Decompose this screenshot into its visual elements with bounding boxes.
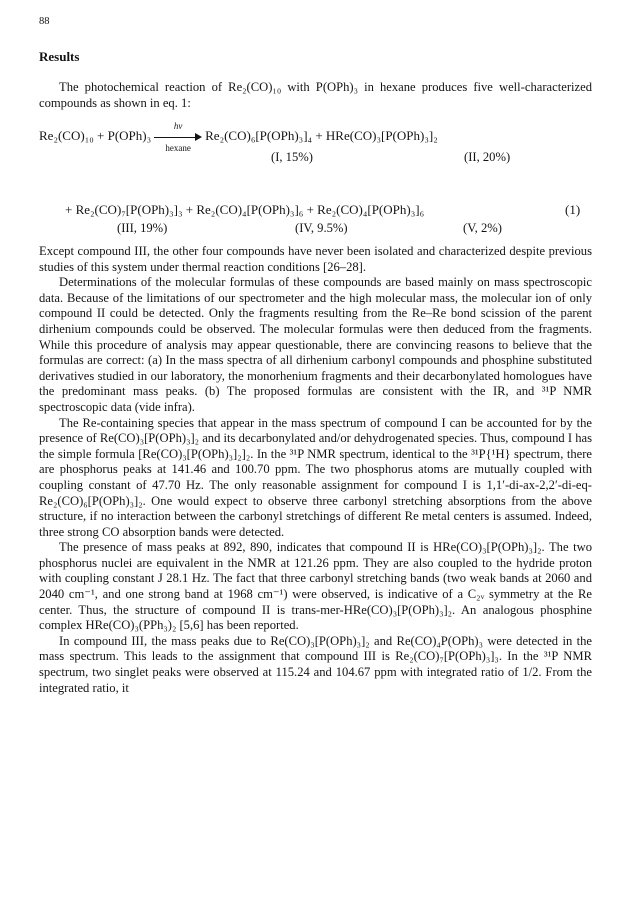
paragraph-4: The presence of mass peaks at 892, 890, indicates that compound II is HRe(CO)₃[P(OPh)₃]₂. The two phosphorus nuclei are equivalent in the NMR at 121.26 ppm. They are also coupled to the hydride proton with coupling constant J 28.1 Hz. The fact that three carbonyl stretching bands (two weak bands at 2060 and 2040 cm⁻¹, and one strong band at 1968 cm⁻¹) were observed, is indicative of a C₂ᵥ symmetry at the Re center. Thus, the structure of compound II is trans-mer-HRe(CO)₃[P(OPh)₃]₂. An analogous phosphine complex HRe(CO)₃(PPh₃)₂ [5,6] has been reported.: [39, 540, 592, 633]
label-compound-5: (V, 2%): [463, 221, 502, 235]
label-compound-2: (II, 20%): [464, 150, 511, 164]
label-compound-3: (III, 19%): [117, 221, 168, 235]
intro-text: The photochemical reaction of Re₂(CO)₁₀ with P(OPh)₃ in hexane produces five well-characterized compounds as shown in eq. 1:: [39, 80, 592, 110]
page: [39, 0, 592, 912]
section-title: Results: [39, 49, 80, 64]
equation-line-2: + Re₂(CO)₇[P(OPh)₃]₃ + Re₂(CO)₄[P(OPh)₃]₆ + Re₂(CO)₄[P(OPh)₃]₆: [65, 202, 425, 217]
equation-line-1: [39, 121, 438, 154]
paragraph-5: In compound III, the mass peaks due to Re(CO)₃[P(OPh)₃]₂ and Re(CO)₄P(OPh)₃ were detected in the mass spectrum. This leads to the assignment that compound III is Re₂(CO)₇[P(OPh)₃]₃. In the ³¹P NMR spectrum, two singlet peaks were observed at 115.24 and 104.67 ppm with integrated ratio of 1/2. From the integrated ratio, it: [39, 633, 592, 695]
product-2: HRe(CO)₃[P(OPh)₃]₂: [325, 128, 438, 143]
equation-number: (1): [565, 202, 581, 217]
reactants: Re₂(CO)₁₀ + P(OPh)₃: [39, 128, 152, 143]
body-text: [39, 244, 592, 696]
label-compound-4: (IV, 9.5%): [295, 221, 348, 235]
paragraph-3: The Re-containing species that appear in the mass spectrum of compound I can be accounted for by the presence of Re(CO)₃[P(OPh)₃]₂ and its decarbonylated and/or dehydrogenated species. Thus, compound I has the simple formula [Re(CO)₃[P(OPh)₃]₂]₂. In the ³¹P NMR spectrum, identical to the ³¹P{¹H} spectrum, there are phosphorus peaks at 141.46 and 100.70 ppm. The two phosphorus atoms are mutually coupled with coupling constant of 47.70 Hz. The only reasonable assignment for compound I is 1,1′-di-ax-2,2′-di-eq-Re₂(CO)₆[P(OPh)₃]₂. One would expect to observe three carbonyl stretching absorptions from the above structure, if no interaction between the carbonyl stretchings of different Re metal centers is assumed. Indeed, three strong CO absorption bands were detected.: [39, 415, 592, 539]
page-number: 88: [39, 16, 50, 27]
label-compound-1: (I, 15%): [271, 150, 313, 164]
paragraph-1: Except compound III, the other four compounds have never been isolated and characterized despite previous studies of this system under thermal reaction conditions [26–28].: [39, 244, 592, 274]
product-1: Re₂(CO)₆[P(OPh)₃]₄: [205, 128, 313, 143]
arrow-below-label: hexane: [165, 143, 191, 154]
intro-paragraph: [39, 80, 592, 111]
arrow-icon: [154, 121, 202, 154]
plus-sign: +: [315, 128, 323, 143]
paragraph-2: Determinations of the molecular formulas of these compounds are based mainly on mass spectroscopic data. Because of the limitations of our spectrometer and the high molecular mass, the molecular ion of only compound II could be detected. Only the fragments resulting from the Re–Re bond scission of the parent dirhenium compounds could be observed. The molecular formulas were then deduced from the fragments. While this procedure of analysis may appear questionable, there are convincing reasons to believe that the formulas are correct: (a) In the mass spectra of all dirhenium carbonyl compounds and phosphine substituted derivatives studied in our laboratory, the monorhenium fragments and their decarbonylated homologues have the predominant mass peaks. (b) The proposed formulas are consistent with the IR, and ³¹P NMR spectroscopic data (vide infra).: [39, 275, 592, 414]
arrow-above-label: hν: [173, 121, 183, 132]
